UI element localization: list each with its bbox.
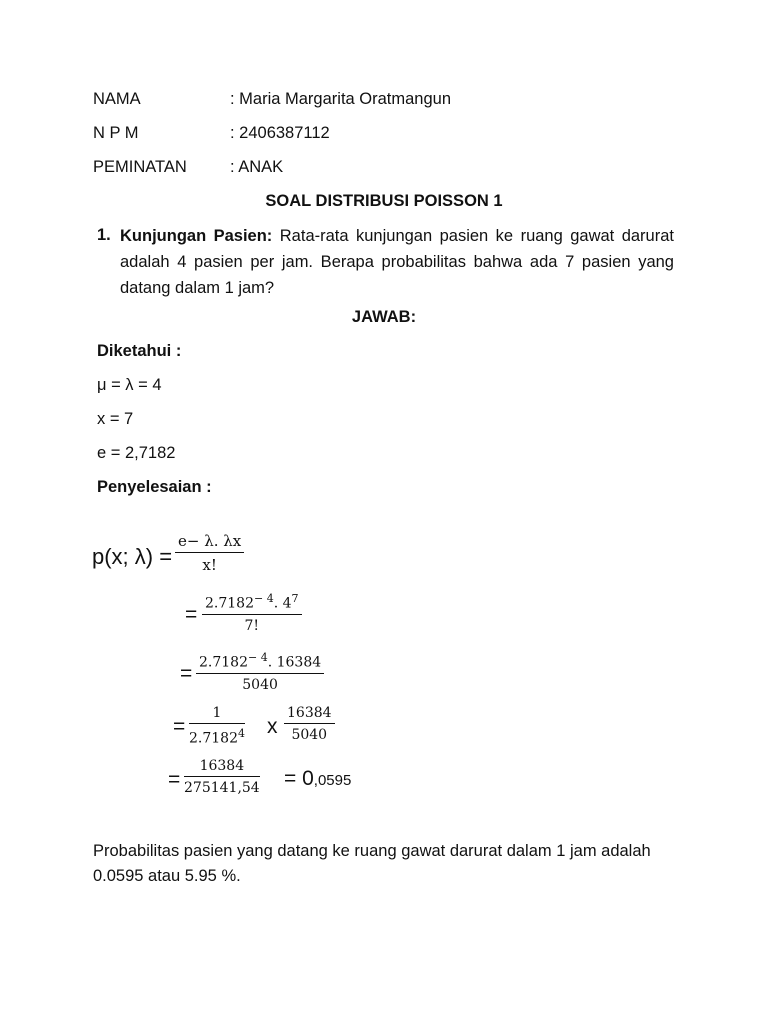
question-number: 1. [97,226,111,244]
name-label: NAMA [93,90,141,108]
result-value: = 0,0595 [284,767,352,790]
fraction-numerator: 1 [212,705,222,721]
equals-sign: = [168,768,181,791]
npm-label: N P M [93,124,139,142]
equals-sign: = [173,715,186,738]
document-title: SOAL DISTRIBUSI POISSON 1 [265,192,503,210]
question-paragraph [120,223,674,301]
given-line: μ = λ = 4 [97,376,162,394]
equals-sign: = [180,662,193,685]
fraction-denominator: 2.7182$^4$ [189,727,245,747]
fraction-denominator: 5040 [242,676,278,693]
step4-left-fraction [189,705,245,747]
given-heading: Diketahui : [97,342,182,360]
question-heading: Kunjungan Pasien: [120,227,273,245]
given-line: e = 2,7182 [97,444,176,462]
question-text: Rata-rata kunjungan pasien ke ruang gawat darurat adalah 4 pasien per jam. Berapa probabilitas bahwa ada 7 pasien yang datang dalam 1 jam? [120,227,674,297]
fraction-numerator: $2.7182^{- 4}$. $4^7$ [205,592,299,612]
peminatan-label: PEMINATAN [93,158,187,176]
npm-value: : 2406387112 [230,124,330,142]
times-sign: x [267,715,278,738]
conclusion-paragraph: Probabilitas pasien yang datang ke ruang gawat darurat dalam 1 jam adalah 0.0595 atau 5.95 %. [93,842,651,885]
step3-fraction [196,651,324,693]
given-line: x = 7 [97,410,134,428]
formula-general-fraction [175,532,244,574]
fraction-numerator: 16384 [287,705,332,721]
name-value: : Maria Margarita Oratmangun [230,90,452,108]
step4-right-fraction [284,705,335,743]
peminatan-value: : ANAK [230,158,284,176]
solution-heading: Penyelesaian : [97,478,212,496]
fraction-denominator: 7! [244,617,260,634]
step2-fraction [202,592,302,634]
answer-heading: JAWAB: [351,308,417,326]
fraction-numerator: 16384 [199,758,245,774]
step5-fraction [184,758,260,796]
fraction-denominator: 5040 [291,727,328,743]
equals-sign: = [185,603,198,626]
formula-lhs: p(x; λ) = [92,544,173,569]
fraction-denominator: 275141,54 [184,780,260,796]
fraction-denominator: x! [202,556,217,574]
fraction-numerator: e− λ. λx [178,532,242,550]
fraction-numerator: $2.7182^{- 4}$. 16384 [199,651,322,671]
